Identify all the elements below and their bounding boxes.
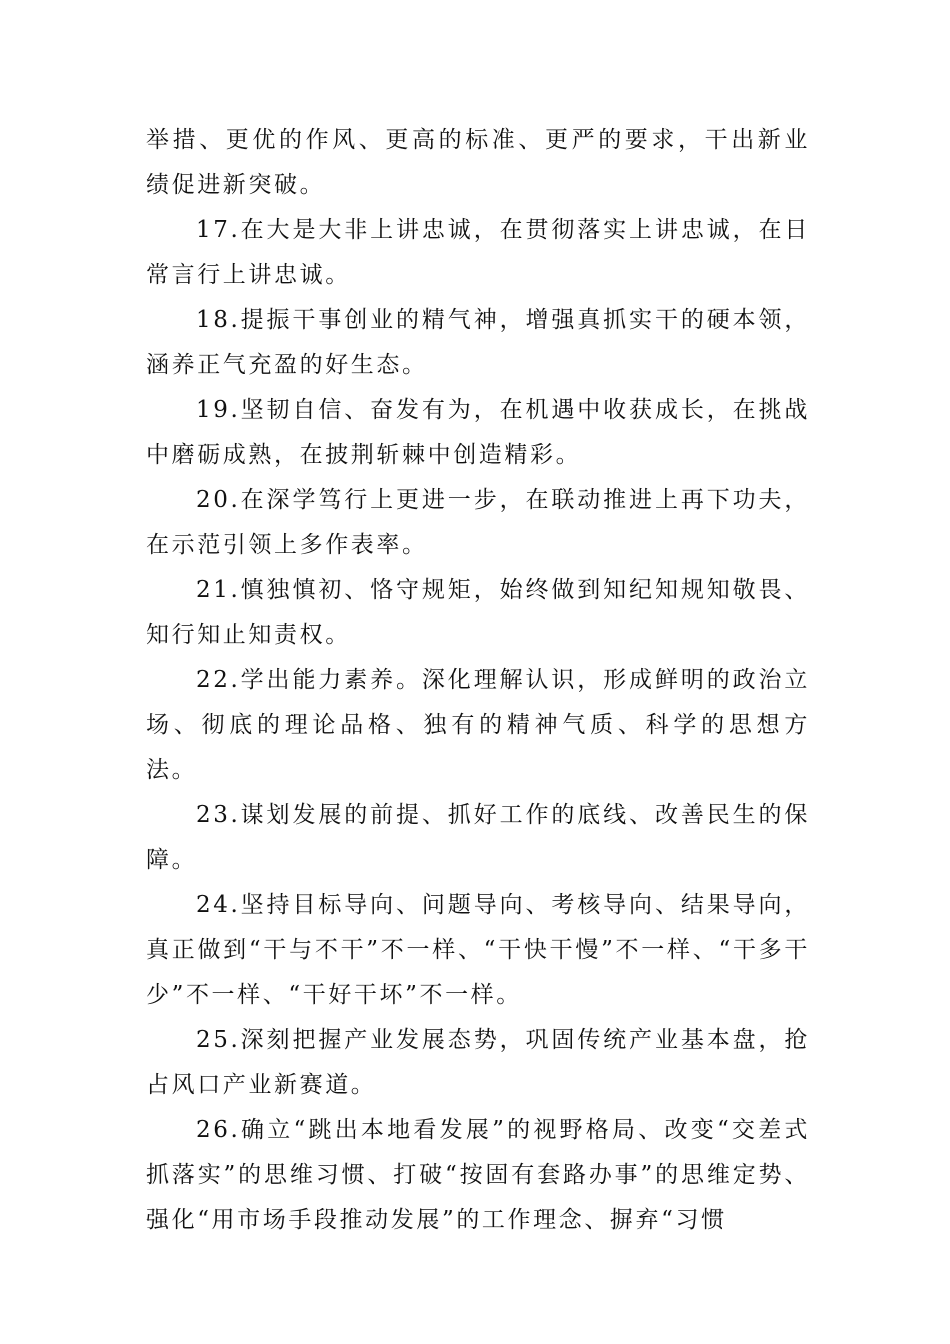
paragraph-item-20: 20.在深学笃行上更进一步，在联动推进上再下功夫，在示范引领上多作表率。 [146,487,810,558]
paragraph-item-18: 18.提振干事创业的精气神，增强真抓实干的硬本领，涵养正气充盈的好生态。 [146,307,810,378]
paragraph-item-26: 26.确立“跳出本地看发展”的视野格局、改变“交差式抓落实”的思维习惯、打破“按固有套路办事”的思维定势、强化“用市场手段推动发展”的工作理念、摒弃“习惯 [146,1117,810,1233]
paragraph-item-22: 22.学出能力素养。深化理解认识，形成鲜明的政治立场、彻底的理论品格、独有的精神气质、科学的思想方法。 [146,667,810,783]
paragraph-continuation: 举措、更优的作风、更高的标准、更严的要求，干出新业绩促进新突破。 [146,127,810,198]
paragraph-item-21: 21.慎独慎初、恪守规矩，始终做到知纪知规知敬畏、知行知止知责权。 [146,577,810,648]
paragraph-item-17: 17.在大是大非上讲忠诚，在贯彻落实上讲忠诚，在日常言行上讲忠诚。 [146,217,810,288]
document-body [146,118,810,1243]
paragraph-item-19: 19.坚韧自信、奋发有为，在机遇中收获成长，在挑战中磨砺成熟，在披荆斩棘中创造精彩。 [146,397,810,468]
paragraph-item-25: 25.深刻把握产业发展态势，巩固传统产业基本盘，抢占风口产业新赛道。 [146,1027,810,1098]
paragraph-item-24: 24.坚持目标导向、问题导向、考核导向、结果导向，真正做到“干与不干”不一样、“干快干慢”不一样、“干多干少”不一样、“干好干坏”不一样。 [146,892,810,1008]
paragraph-item-23: 23.谋划发展的前提、抓好工作的底线、改善民生的保障。 [146,802,810,873]
